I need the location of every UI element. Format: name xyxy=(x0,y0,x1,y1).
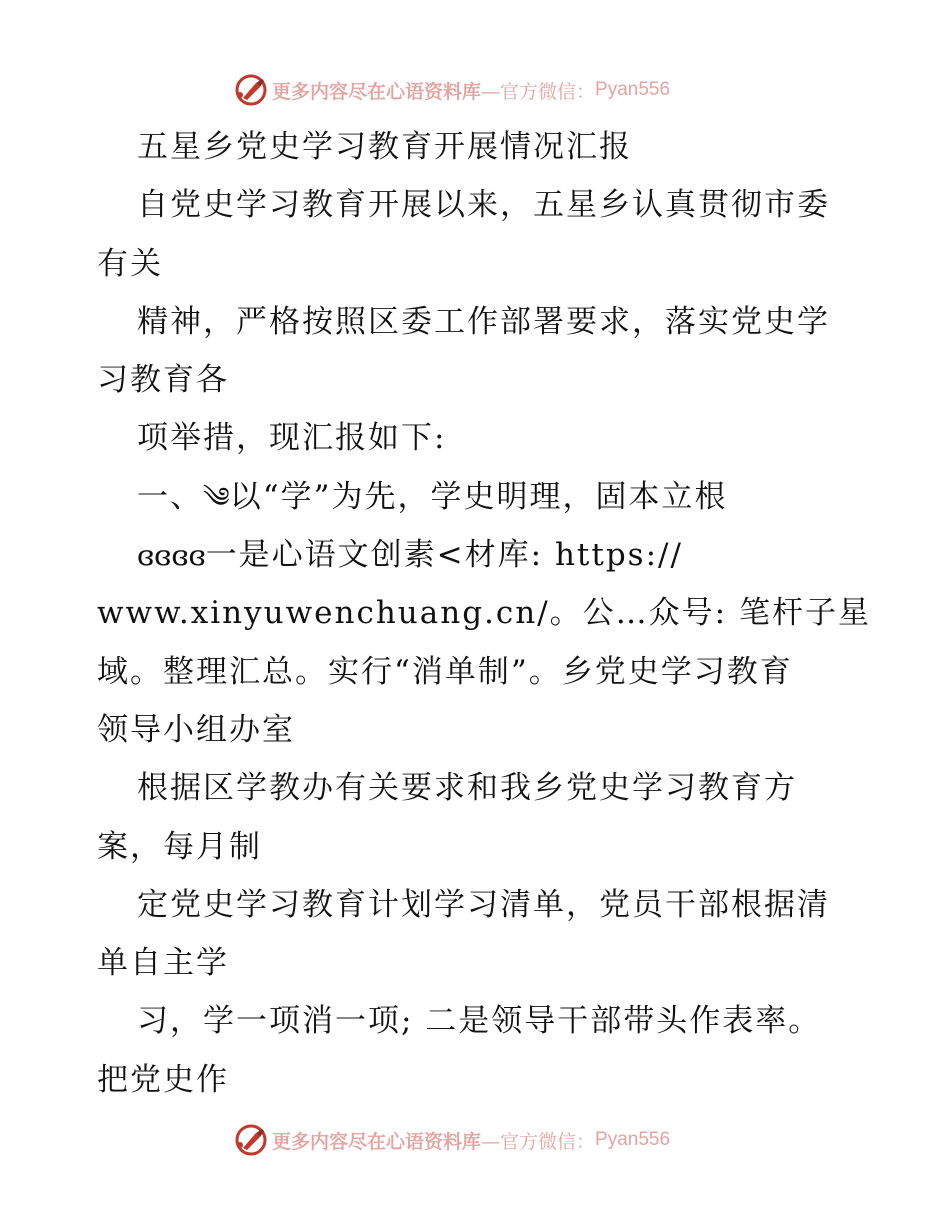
paragraph-line: 领导小组办室 xyxy=(97,711,295,748)
paragraph-line: 有关 xyxy=(97,245,163,282)
paragraph-line: 把党史作 xyxy=(97,1061,229,1098)
document-body xyxy=(97,118,871,1109)
banner-subtitle: —官方微信： xyxy=(481,80,596,103)
banner-title: 更多内容尽在心语资料库 xyxy=(272,80,482,103)
paragraph-line: 单自主学 xyxy=(97,945,229,982)
section-prefix: 一、 xyxy=(137,478,203,515)
header-banner xyxy=(234,70,670,110)
paragraph-line: 习教育各 xyxy=(97,362,229,399)
document-title: 五星乡党史学习教育开展情况汇报 xyxy=(137,129,632,165)
paragraph-line-text: 一是心语文创素<材库: https:// xyxy=(205,537,683,574)
banner-wechat-id: Pyan556 xyxy=(595,1129,671,1150)
pen-logo-icon xyxy=(234,73,268,107)
paragraph-line: 根据区学教办有关要求和我乡党史学习教育方 xyxy=(137,770,797,807)
ornament-swirl-icon: ༄ xyxy=(203,480,230,514)
paragraph-line: 习，学一项消一项; 二是领导干部带头作表率。 xyxy=(137,1003,822,1040)
paragraph-line: 域。整理汇总。实行“消单制”。乡党史学习教育 xyxy=(97,653,793,690)
paragraph-line: 项举措，现汇报如下: xyxy=(137,420,447,457)
ornament-swirl-row-icon: ɞɞɞɞ xyxy=(137,539,206,573)
footer-banner xyxy=(234,1120,670,1160)
banner-subtitle: —官方微信： xyxy=(481,1130,596,1153)
paragraph-line: www.xinyuwenchuang.cn/。公…众号: 笔杆子星 xyxy=(97,595,871,632)
banner-title: 更多内容尽在心语资料库 xyxy=(272,1130,482,1153)
paragraph-line: 案，每月制 xyxy=(97,828,262,865)
banner-wechat-id: Pyan556 xyxy=(595,79,671,100)
pen-logo-icon xyxy=(234,1123,268,1157)
paragraph-line: 自党史学习教育开展以来，五星乡认真贯彻市委 xyxy=(137,187,830,224)
paragraph-line: 定党史学习教育计划学习清单，党员干部根据清 xyxy=(137,886,830,923)
section-heading xyxy=(97,468,857,526)
section-heading-text: 以“学”为先，学史明理，固本立根 xyxy=(229,478,728,515)
paragraph-line xyxy=(97,526,857,584)
paragraph-line: 精神，严格按照区委工作部署要求，落实党史学 xyxy=(137,303,830,340)
